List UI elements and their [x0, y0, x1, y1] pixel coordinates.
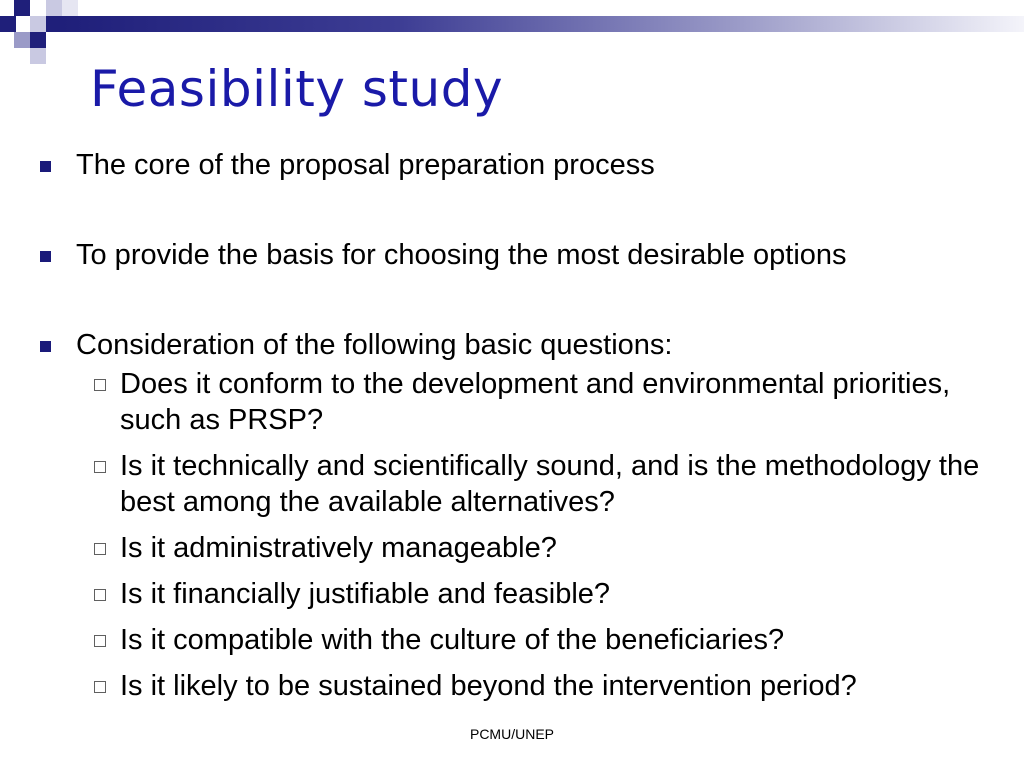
sub-bullet-text: Is it financially justifiable and feasible? — [120, 578, 611, 610]
sub-bullet-text: Is it likely to be sustained beyond the intervention period? — [120, 670, 857, 702]
hollow-square-bullet-icon — [94, 635, 106, 647]
bullet-text: To provide the basis for choosing the most desirable options — [76, 239, 847, 271]
sub-bullet-text: Is it administratively manageable? — [120, 532, 557, 564]
decor-square — [62, 0, 78, 16]
bullet-item — [36, 148, 1006, 182]
header-gradient-bar — [62, 16, 1024, 32]
bullet-text: The core of the proposal preparation process — [76, 149, 655, 181]
slide-title: Feasibility study — [90, 60, 504, 118]
sub-bullet-text: Does it conform to the development and environmental priorities, such as PRSP? — [120, 368, 951, 436]
slide-body — [36, 148, 1006, 714]
hollow-square-bullet-icon — [94, 681, 106, 693]
sub-bullet-item — [36, 366, 1006, 438]
hollow-square-bullet-icon — [94, 379, 106, 391]
hollow-square-bullet-icon — [94, 543, 106, 555]
decor-square — [30, 32, 46, 48]
decor-square — [14, 0, 30, 16]
hollow-square-bullet-icon — [94, 461, 106, 473]
slide-footer: PCMU/UNEP — [469, 726, 554, 742]
square-bullet-icon — [40, 161, 51, 172]
sub-bullet-item — [36, 576, 1006, 612]
sub-bullet-text: Is it compatible with the culture of the beneficiaries? — [120, 624, 785, 656]
decor-square — [14, 32, 30, 48]
bullet-text: Consideration of the following basic questions: — [76, 329, 673, 361]
sub-bullet-item — [36, 448, 1006, 520]
sub-bullet-item — [36, 668, 1006, 704]
square-bullet-icon — [40, 251, 51, 262]
sub-bullet-item — [36, 622, 1006, 658]
decor-square — [30, 48, 46, 64]
bullet-item — [36, 328, 1006, 362]
decor-square — [30, 16, 46, 32]
decor-square — [46, 0, 62, 16]
sub-bullet-text: Is it technically and scientifically sound, and is the methodology the best among the available alternatives? — [120, 450, 980, 518]
decor-square — [46, 16, 62, 32]
hollow-square-bullet-icon — [94, 589, 106, 601]
sub-bullet-item — [36, 530, 1006, 566]
decor-square — [0, 16, 16, 32]
bullet-item — [36, 238, 1006, 272]
square-bullet-icon — [40, 341, 51, 352]
